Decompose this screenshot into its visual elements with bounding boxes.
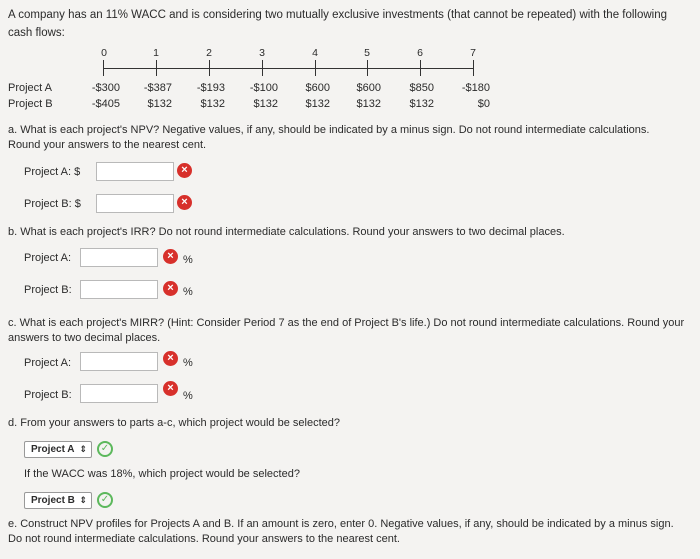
mirr-b-input[interactable] [80, 384, 158, 403]
x-circle-icon: × [163, 351, 178, 366]
cash-flow-b: $132 [147, 98, 172, 110]
chevron-updown-icon: ⇕ [79, 495, 87, 505]
npv-a-input[interactable] [96, 162, 174, 181]
intro-text: A company has an 11% WACC and is considering two mutually exclusive investments (that cannot be repeated) with the following cash flows: [8, 9, 668, 39]
chevron-updown-icon: ⇕ [79, 444, 87, 454]
period-label: 0 [101, 47, 107, 59]
period-label: 1 [153, 47, 159, 59]
cash-flow-b: $0 [477, 98, 490, 110]
timeline-tick [156, 60, 157, 76]
period-label: 3 [259, 47, 265, 59]
irr-a-percent: % [183, 254, 193, 266]
cash-flow-a: $600 [356, 82, 381, 94]
period-label: 2 [206, 47, 212, 59]
timeline-tick [103, 60, 104, 76]
x-circle-icon: × [163, 381, 178, 396]
cash-flow-a: -$100 [249, 82, 278, 94]
period-label: 7 [470, 47, 476, 59]
period-label: 4 [312, 47, 318, 59]
mirr-a-input[interactable] [80, 352, 158, 371]
project-b-row-label: Project B [8, 98, 53, 110]
cash-flow-b: $132 [356, 98, 381, 110]
part-c-question: c. What is each project's MIRR? (Hint: Consider Period 7 as the end of Project B's life.) Do not round intermediate calculations. Round your answers to two decimal places. [8, 317, 685, 344]
select-value: Project A [31, 444, 75, 455]
cash-flow-b: $132 [200, 98, 225, 110]
cash-flow-a: -$300 [91, 82, 120, 94]
irr-b-percent: % [183, 286, 193, 298]
npv-b-label: Project B: $ [24, 198, 81, 210]
cash-flow-b: $132 [253, 98, 278, 110]
select-value: Project B [31, 495, 75, 506]
irr-a-label: Project A: [24, 252, 72, 264]
npv-a-label: Project A: $ [24, 166, 81, 178]
timeline-tick [473, 60, 474, 76]
cash-flow-a: $850 [409, 82, 434, 94]
npv-b-input[interactable] [96, 194, 174, 213]
timeline-tick [262, 60, 263, 76]
cash-flow-b: $132 [409, 98, 434, 110]
timeline-axis [103, 68, 473, 69]
x-circle-icon: × [163, 249, 178, 264]
project-a-row-label: Project A [8, 82, 53, 94]
part-b-question: b. What is each project's IRR? Do not round intermediate calculations. Round your answers to two decimal places. [8, 226, 565, 238]
irr-a-input[interactable] [80, 248, 158, 267]
x-circle-icon: × [177, 195, 192, 210]
cash-flow-a: -$387 [143, 82, 172, 94]
cash-flow-timeline [0, 42, 700, 122]
part-a-question: a. What is each project's NPV? Negative values, if any, should be indicated by a minus sign. Do not round intermediate calculations. Round your answers to the nearest cent. [8, 124, 650, 151]
project-select-2[interactable] [24, 492, 92, 509]
cash-flow-b: -$405 [91, 98, 120, 110]
irr-b-input[interactable] [80, 280, 158, 299]
mirr-a-label: Project A: [24, 357, 72, 369]
mirr-b-percent: % [183, 390, 193, 402]
x-circle-icon: × [177, 163, 192, 178]
x-circle-icon: × [163, 281, 178, 296]
part-e-question: e. Construct NPV profiles for Projects A and B. If an amount is zero, enter 0. Negative values, if any, should be indicated by a minus sign. Do not round intermediate calculations. Round your answers to the nearest cent. [8, 518, 674, 545]
cash-flow-a: $600 [305, 82, 330, 94]
mirr-a-percent: % [183, 357, 193, 369]
timeline-tick [420, 60, 421, 76]
timeline-tick [209, 60, 210, 76]
cash-flow-b: $132 [305, 98, 330, 110]
cash-flow-a: -$180 [461, 82, 490, 94]
mirr-b-label: Project B: [24, 389, 72, 401]
project-select-1[interactable] [24, 441, 92, 458]
part-d-question: d. From your answers to parts a-c, which project would be selected? [8, 417, 340, 429]
check-circle-icon: ✓ [97, 492, 113, 508]
part-d-followup: If the WACC was 18%, which project would be selected? [24, 468, 300, 480]
timeline-tick [367, 60, 368, 76]
period-label: 5 [364, 47, 370, 59]
irr-b-label: Project B: [24, 284, 72, 296]
check-circle-icon: ✓ [97, 441, 113, 457]
timeline-tick [315, 60, 316, 76]
period-label: 6 [417, 47, 423, 59]
cash-flow-a: -$193 [196, 82, 225, 94]
